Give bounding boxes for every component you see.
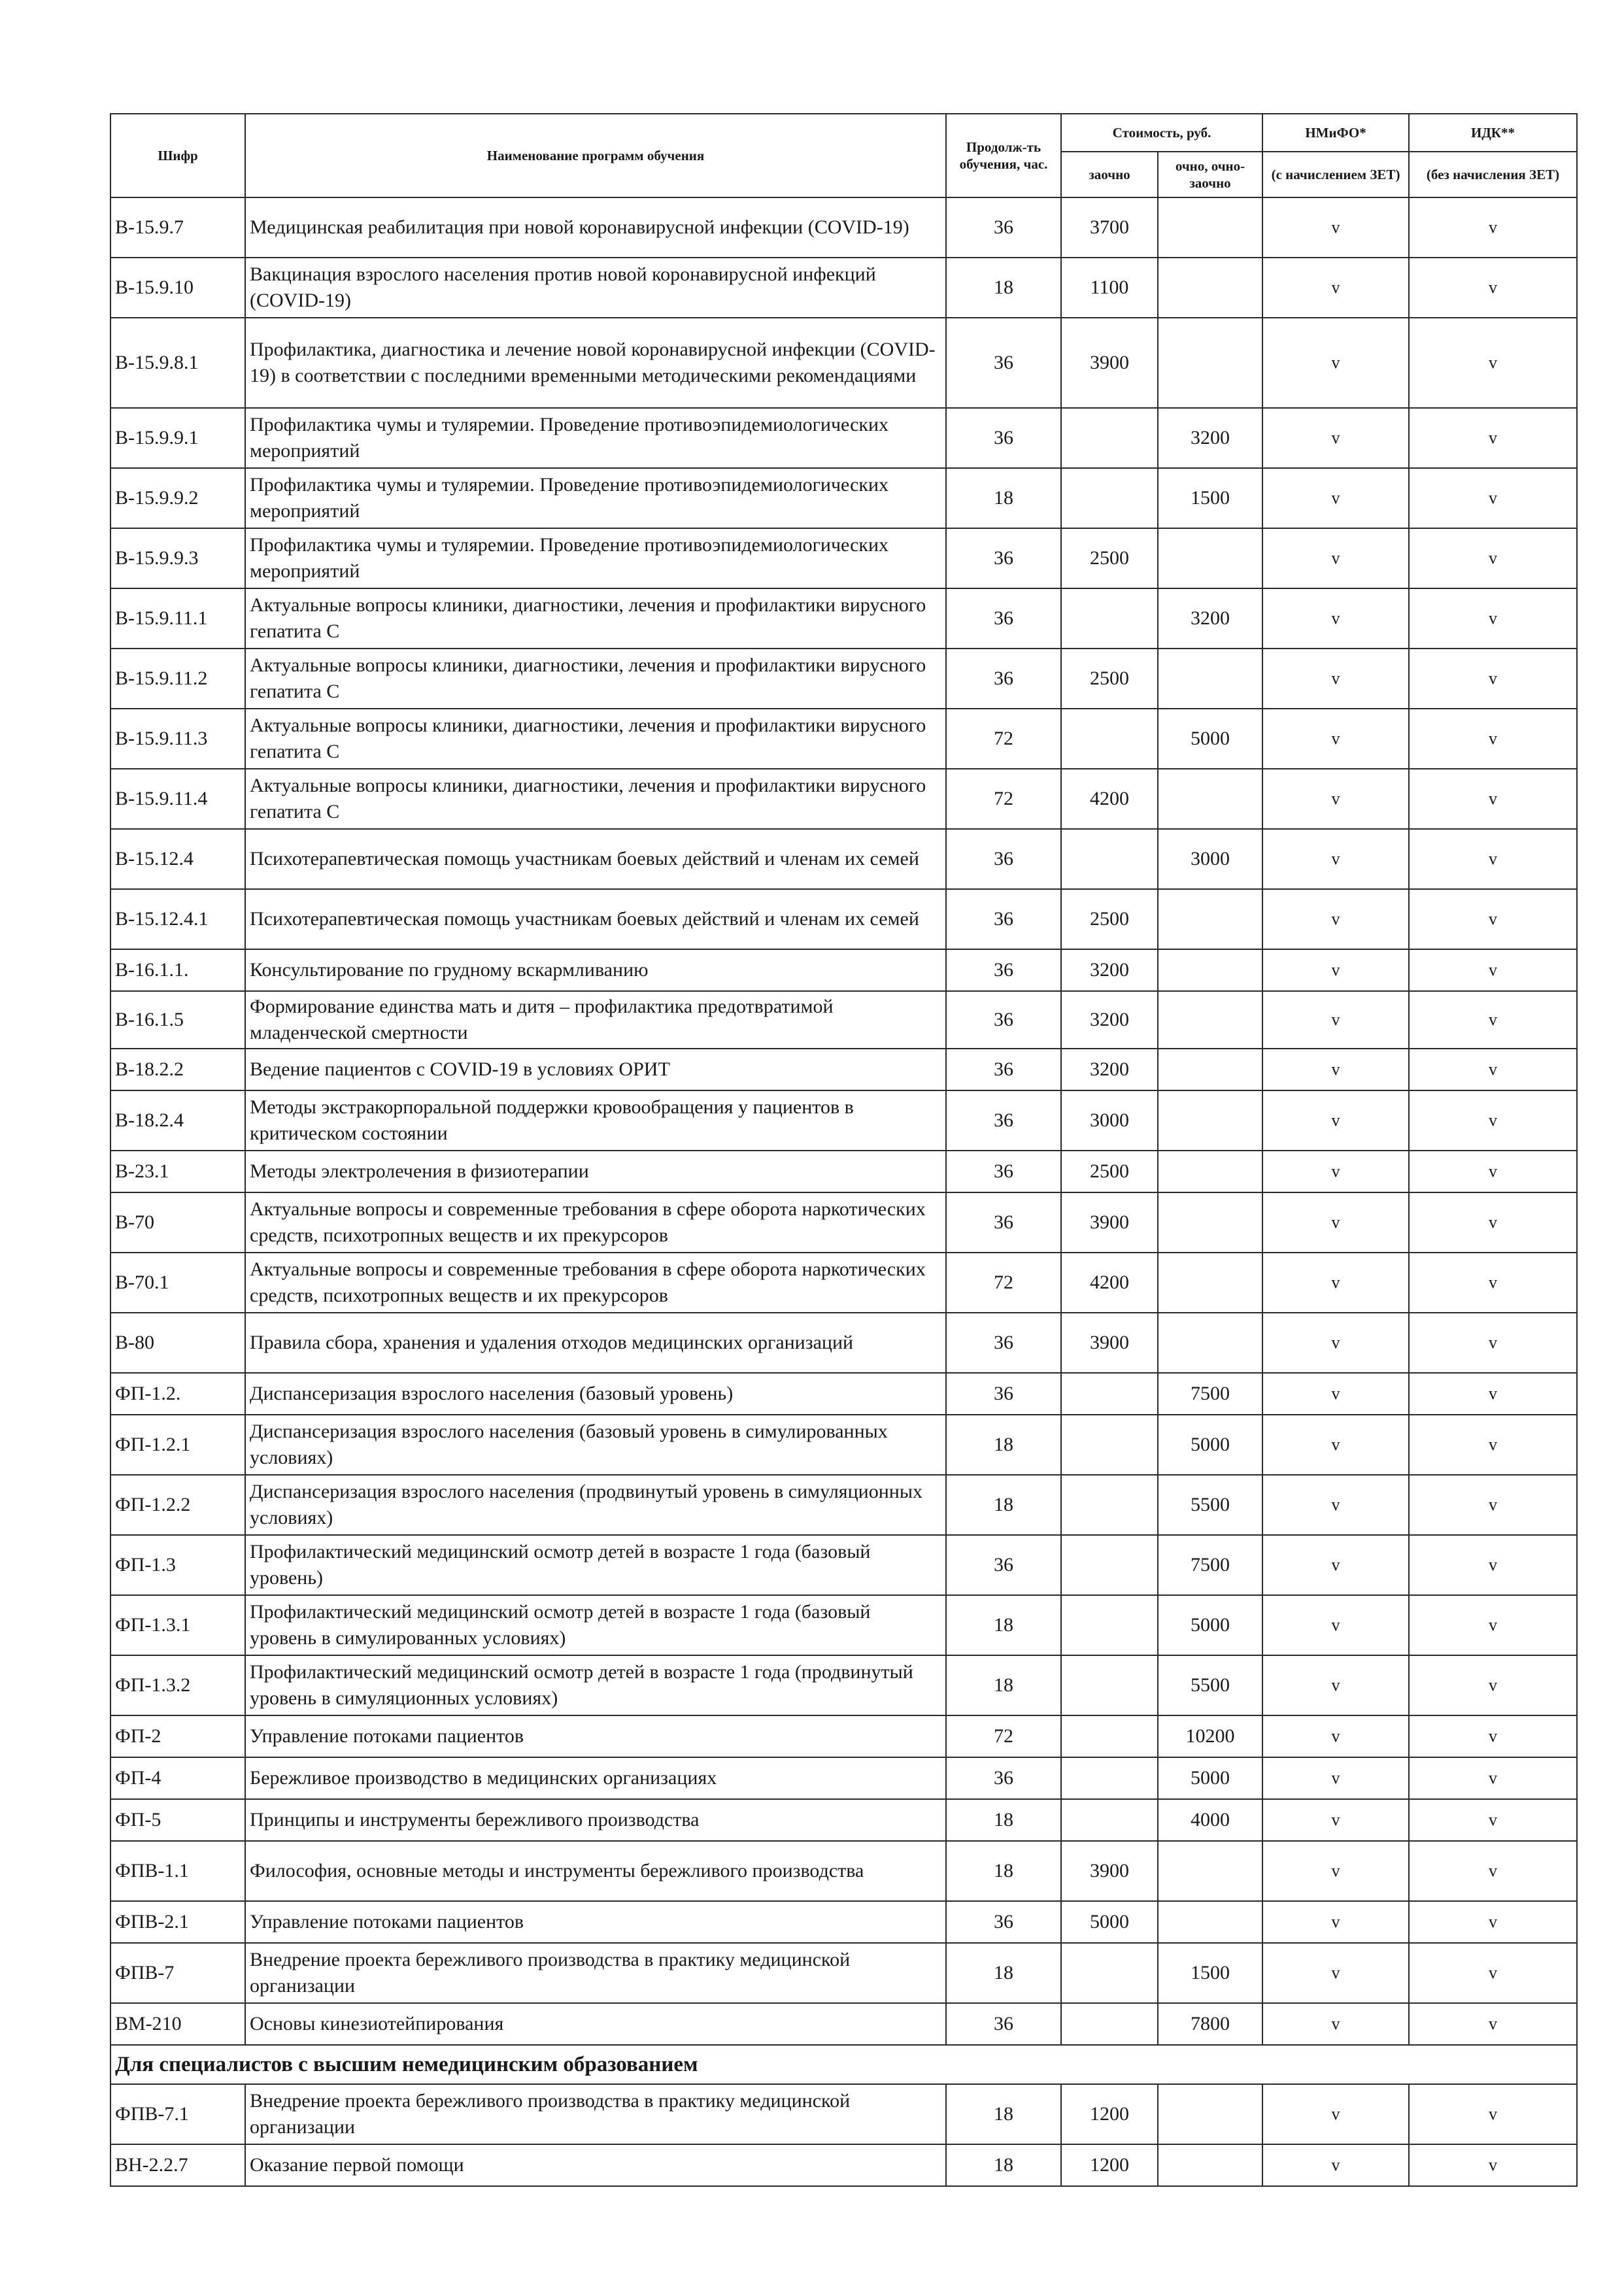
idk-check: v (1409, 1901, 1577, 1943)
program-name: Психотерапевтическая помощь участникам боевых действий и членам их семей (245, 829, 946, 889)
table-body-after-section (110, 2084, 1577, 2186)
program-code: В-15.9.11.3 (110, 709, 245, 769)
nmifo-check: v (1262, 1901, 1409, 1943)
cost-distance: 1200 (1061, 2144, 1158, 2186)
program-name: Профилактический медицинский осмотр детей в возрасте 1 года (базовый уровень в симулированных условиях) (245, 1595, 946, 1655)
idk-check: v (1409, 318, 1577, 408)
programs-table (110, 113, 1578, 2187)
program-hours: 36 (946, 949, 1061, 991)
nmifo-check: v (1262, 1090, 1409, 1151)
header-nmifo: НМиФО* (1262, 114, 1409, 152)
program-hours: 18 (946, 1595, 1061, 1655)
nmifo-check: v (1262, 468, 1409, 528)
table-row (110, 649, 1577, 709)
cost-distance (1061, 1595, 1158, 1655)
cost-distance: 1200 (1061, 2084, 1158, 2144)
idk-check: v (1409, 468, 1577, 528)
nmifo-check: v (1262, 1841, 1409, 1901)
cost-fulltime: 1500 (1158, 1943, 1262, 2003)
cost-fulltime: 7800 (1158, 2003, 1262, 2045)
program-hours: 36 (946, 1313, 1061, 1373)
program-hours: 36 (946, 991, 1061, 1049)
cost-fulltime (1158, 528, 1262, 588)
idk-check: v (1409, 588, 1577, 649)
program-hours: 36 (946, 408, 1061, 468)
program-code: В-15.12.4 (110, 829, 245, 889)
table-row (110, 197, 1577, 258)
cost-distance (1061, 709, 1158, 769)
cost-distance (1061, 1943, 1158, 2003)
table-row (110, 1192, 1577, 1253)
program-code: ФПВ-2.1 (110, 1901, 245, 1943)
nmifo-check: v (1262, 318, 1409, 408)
program-hours: 18 (946, 1799, 1061, 1841)
cost-distance: 3200 (1061, 1049, 1158, 1090)
cost-distance (1061, 1799, 1158, 1841)
cost-fulltime (1158, 1090, 1262, 1151)
program-code: ВМ-210 (110, 2003, 245, 2045)
program-hours: 36 (946, 829, 1061, 889)
program-code: В-15.9.10 (110, 258, 245, 318)
program-code: В-15.9.9.1 (110, 408, 245, 468)
program-hours: 36 (946, 197, 1061, 258)
table-row (110, 1535, 1577, 1595)
cost-fulltime: 10200 (1158, 1715, 1262, 1757)
cost-distance: 3200 (1061, 991, 1158, 1049)
cost-distance (1061, 1535, 1158, 1595)
program-hours: 18 (946, 468, 1061, 528)
header-cost: Стоимость, руб. (1061, 114, 1262, 152)
program-name: Правила сбора, хранения и удаления отходов медицинских организаций (245, 1313, 946, 1373)
program-code: ФП-1.2. (110, 1373, 245, 1415)
program-name: Диспансеризация взрослого населения (продвинутый уровень в симуляционных условиях) (245, 1475, 946, 1535)
cost-distance: 3900 (1061, 318, 1158, 408)
program-hours: 36 (946, 2003, 1061, 2045)
table-row (110, 468, 1577, 528)
program-name: Оказание первой помощи (245, 2144, 946, 2186)
program-code: В-15.9.11.1 (110, 588, 245, 649)
program-hours: 36 (946, 588, 1061, 649)
program-hours: 18 (946, 2084, 1061, 2144)
program-name: Медицинская реабилитация при новой коронавирусной инфекции (COVID-19) (245, 197, 946, 258)
cost-fulltime (1158, 889, 1262, 949)
cost-fulltime: 3200 (1158, 408, 1262, 468)
program-name: Диспансеризация взрослого населения (базовый уровень в симулированных условиях) (245, 1415, 946, 1475)
table-row (110, 1151, 1577, 1192)
idk-check: v (1409, 1595, 1577, 1655)
program-name: Внедрение проекта бережливого производства в практику медицинской организации (245, 1943, 946, 2003)
program-code: В-15.9.8.1 (110, 318, 245, 408)
program-hours: 36 (946, 1192, 1061, 1253)
program-name: Актуальные вопросы и современные требования в сфере оборота наркотических средств, психотропных веществ и их прекурсоров (245, 1192, 946, 1253)
program-hours: 36 (946, 528, 1061, 588)
idk-check: v (1409, 2084, 1577, 2144)
cost-fulltime: 5000 (1158, 709, 1262, 769)
program-hours: 36 (946, 889, 1061, 949)
program-name: Методы электролечения в физиотерапии (245, 1151, 946, 1192)
cost-distance: 4200 (1061, 769, 1158, 829)
idk-check: v (1409, 528, 1577, 588)
idk-check: v (1409, 1943, 1577, 2003)
cost-fulltime (1158, 1151, 1262, 1192)
program-hours: 36 (946, 1901, 1061, 1943)
cost-distance: 3900 (1061, 1313, 1158, 1373)
idk-check: v (1409, 1715, 1577, 1757)
idk-check: v (1409, 1655, 1577, 1715)
idk-check: v (1409, 1151, 1577, 1192)
table-row (110, 1373, 1577, 1415)
program-hours: 36 (946, 1049, 1061, 1090)
program-code: ФП-1.2.2 (110, 1475, 245, 1535)
program-code: ФП-4 (110, 1757, 245, 1799)
cost-distance: 3000 (1061, 1090, 1158, 1151)
cost-distance: 2500 (1061, 1151, 1158, 1192)
program-name: Актуальные вопросы и современные требования в сфере оборота наркотических средств, психотропных веществ и их прекурсоров (245, 1253, 946, 1313)
program-code: В-15.9.9.2 (110, 468, 245, 528)
program-hours: 18 (946, 2144, 1061, 2186)
cost-fulltime: 5500 (1158, 1475, 1262, 1535)
program-hours: 18 (946, 1475, 1061, 1535)
cost-distance (1061, 1715, 1158, 1757)
table-row (110, 1943, 1577, 2003)
table-row (110, 258, 1577, 318)
program-code: В-15.9.9.3 (110, 528, 245, 588)
cost-distance (1061, 1415, 1158, 1475)
nmifo-check: v (1262, 588, 1409, 649)
idk-check: v (1409, 2144, 1577, 2186)
program-code: ФПВ-7 (110, 1943, 245, 2003)
table-row (110, 2084, 1577, 2144)
nmifo-check: v (1262, 1151, 1409, 1192)
program-hours: 36 (946, 1151, 1061, 1192)
table-row (110, 1253, 1577, 1313)
program-code: В-70 (110, 1192, 245, 1253)
idk-check: v (1409, 889, 1577, 949)
cost-distance (1061, 1373, 1158, 1415)
table-row (110, 1655, 1577, 1715)
cost-distance: 5000 (1061, 1901, 1158, 1943)
table-row (110, 528, 1577, 588)
cost-fulltime (1158, 949, 1262, 991)
program-hours: 72 (946, 709, 1061, 769)
nmifo-check: v (1262, 829, 1409, 889)
cost-distance (1061, 2003, 1158, 2045)
table-row (110, 889, 1577, 949)
header-cost-distance: заочно (1061, 152, 1158, 197)
program-hours: 18 (946, 1841, 1061, 1901)
program-name: Актуальные вопросы клиники, диагностики, лечения и профилактики вирусного гепатита С (245, 649, 946, 709)
cost-distance: 3700 (1061, 197, 1158, 258)
cost-fulltime (1158, 318, 1262, 408)
table-row (110, 1475, 1577, 1535)
cost-distance (1061, 468, 1158, 528)
program-hours: 36 (946, 318, 1061, 408)
program-name: Бережливое производство в медицинских организациях (245, 1757, 946, 1799)
program-code: В-15.9.11.2 (110, 649, 245, 709)
nmifo-check: v (1262, 2084, 1409, 2144)
table-row (110, 1841, 1577, 1901)
table-row (110, 769, 1577, 829)
table-body (110, 197, 1577, 2045)
program-hours: 36 (946, 1373, 1061, 1415)
cost-distance (1061, 1757, 1158, 1799)
idk-check: v (1409, 1415, 1577, 1475)
idk-check: v (1409, 1757, 1577, 1799)
table-row (110, 408, 1577, 468)
cost-fulltime (1158, 769, 1262, 829)
program-hours: 72 (946, 1253, 1061, 1313)
nmifo-check: v (1262, 2144, 1409, 2186)
program-code: В-18.2.4 (110, 1090, 245, 1151)
program-code: В-70.1 (110, 1253, 245, 1313)
header-cost-fulltime: очно, очно-заочно (1158, 152, 1262, 197)
program-code: В-15.9.7 (110, 197, 245, 258)
program-name: Вакцинация взрослого населения против новой коронавирусной инфекций (COVID-19) (245, 258, 946, 318)
table-row (110, 2144, 1577, 2186)
header-nmifo-sub: (с начислением ЗЕТ) (1262, 152, 1409, 197)
nmifo-check: v (1262, 528, 1409, 588)
program-name: Актуальные вопросы клиники, диагностики, лечения и профилактики вирусного гепатита С (245, 709, 946, 769)
nmifo-check: v (1262, 949, 1409, 991)
nmifo-check: v (1262, 769, 1409, 829)
table-row (110, 1799, 1577, 1841)
idk-check: v (1409, 991, 1577, 1049)
idk-check: v (1409, 197, 1577, 258)
cost-fulltime (1158, 1049, 1262, 1090)
idk-check: v (1409, 1253, 1577, 1313)
program-code: ФП-1.3 (110, 1535, 245, 1595)
nmifo-check: v (1262, 408, 1409, 468)
cost-fulltime (1158, 1253, 1262, 1313)
table-row (110, 1757, 1577, 1799)
nmifo-check: v (1262, 1943, 1409, 2003)
idk-check: v (1409, 1475, 1577, 1535)
program-name: Профилактика чумы и туляремии. Проведение противоэпидемиологических мероприятий (245, 408, 946, 468)
table-row (110, 318, 1577, 408)
cost-distance (1061, 1655, 1158, 1715)
cost-fulltime (1158, 197, 1262, 258)
program-name: Профилактический медицинский осмотр детей в возрасте 1 года (базовый уровень) (245, 1535, 946, 1595)
nmifo-check: v (1262, 258, 1409, 318)
cost-fulltime (1158, 649, 1262, 709)
idk-check: v (1409, 1535, 1577, 1595)
cost-distance: 4200 (1061, 1253, 1158, 1313)
program-name: Методы экстракорпоральной поддержки кровообращения у пациентов в критическом состоянии (245, 1090, 946, 1151)
program-name: Основы кинезиотейпирования (245, 2003, 946, 2045)
program-code: ФП-1.3.2 (110, 1655, 245, 1715)
nmifo-check: v (1262, 2003, 1409, 2045)
cost-fulltime (1158, 2144, 1262, 2186)
program-code: В-16.1.5 (110, 991, 245, 1049)
nmifo-check: v (1262, 1415, 1409, 1475)
program-code: В-15.12.4.1 (110, 889, 245, 949)
cost-distance: 2500 (1061, 649, 1158, 709)
nmifo-check: v (1262, 1799, 1409, 1841)
program-hours: 18 (946, 1415, 1061, 1475)
idk-check: v (1409, 829, 1577, 889)
program-name: Консультирование по грудному вскармливанию (245, 949, 946, 991)
cost-distance (1061, 408, 1158, 468)
idk-check: v (1409, 1373, 1577, 1415)
nmifo-check: v (1262, 1595, 1409, 1655)
program-name: Профилактический медицинский осмотр детей в возрасте 1 года (продвинутый уровень в симуляционных условиях) (245, 1655, 946, 1715)
program-hours: 36 (946, 1757, 1061, 1799)
header-duration: Продолж-ть обучения, час. (946, 114, 1061, 197)
program-hours: 18 (946, 1655, 1061, 1715)
cost-fulltime: 5500 (1158, 1655, 1262, 1715)
program-name: Актуальные вопросы клиники, диагностики, лечения и профилактики вирусного гепатита С (245, 588, 946, 649)
header-code: Шифр (110, 114, 245, 197)
program-code: ФПВ-1.1 (110, 1841, 245, 1901)
program-hours: 18 (946, 258, 1061, 318)
idk-check: v (1409, 949, 1577, 991)
table-row (110, 588, 1577, 649)
program-name: Психотерапевтическая помощь участникам боевых действий и членам их семей (245, 889, 946, 949)
nmifo-check: v (1262, 1192, 1409, 1253)
cost-fulltime: 1500 (1158, 468, 1262, 528)
cost-fulltime: 4000 (1158, 1799, 1262, 1841)
nmifo-check: v (1262, 1757, 1409, 1799)
idk-check: v (1409, 1090, 1577, 1151)
program-name: Профилактика, диагностика и лечение новой коронавирусной инфекции (COVID-19) в соответствии с последними временными методическими рекомендациями (245, 318, 946, 408)
nmifo-check: v (1262, 1253, 1409, 1313)
table-row (110, 709, 1577, 769)
program-code: В-15.9.11.4 (110, 769, 245, 829)
idk-check: v (1409, 769, 1577, 829)
section-body (110, 2045, 1577, 2084)
idk-check: v (1409, 1192, 1577, 1253)
nmifo-check: v (1262, 1313, 1409, 1373)
table-row (110, 1090, 1577, 1151)
cost-distance: 2500 (1061, 889, 1158, 949)
section-title: Для специалистов с высшим немедицинским образованием (110, 2045, 1577, 2084)
program-name: Управление потоками пациентов (245, 1901, 946, 1943)
nmifo-check: v (1262, 991, 1409, 1049)
idk-check: v (1409, 258, 1577, 318)
program-code: ФП-2 (110, 1715, 245, 1757)
program-hours: 72 (946, 1715, 1061, 1757)
nmifo-check: v (1262, 1655, 1409, 1715)
table-header (110, 114, 1577, 197)
header-idk: ИДК** (1409, 114, 1577, 152)
program-hours: 72 (946, 769, 1061, 829)
idk-check: v (1409, 2003, 1577, 2045)
cost-fulltime: 7500 (1158, 1535, 1262, 1595)
cost-distance (1061, 588, 1158, 649)
nmifo-check: v (1262, 649, 1409, 709)
cost-fulltime: 5000 (1158, 1595, 1262, 1655)
nmifo-check: v (1262, 709, 1409, 769)
program-hours: 36 (946, 1090, 1061, 1151)
idk-check: v (1409, 709, 1577, 769)
cost-fulltime: 7500 (1158, 1373, 1262, 1415)
table-row (110, 1595, 1577, 1655)
nmifo-check: v (1262, 1715, 1409, 1757)
cost-fulltime: 5000 (1158, 1757, 1262, 1799)
program-name: Профилактика чумы и туляремии. Проведение противоэпидемиологических мероприятий (245, 528, 946, 588)
nmifo-check: v (1262, 1475, 1409, 1535)
program-hours: 36 (946, 1535, 1061, 1595)
program-name: Формирование единства мать и дитя – профилактика предотвратимой младенческой смертности (245, 991, 946, 1049)
table-row (110, 1715, 1577, 1757)
program-code: ФП-1.3.1 (110, 1595, 245, 1655)
idk-check: v (1409, 1049, 1577, 1090)
cost-fulltime (1158, 1192, 1262, 1253)
program-code: В-23.1 (110, 1151, 245, 1192)
header-idk-sub: (без начисления ЗЕТ) (1409, 152, 1577, 197)
cost-distance: 2500 (1061, 528, 1158, 588)
cost-fulltime (1158, 258, 1262, 318)
idk-check: v (1409, 1799, 1577, 1841)
nmifo-check: v (1262, 1373, 1409, 1415)
nmifo-check: v (1262, 197, 1409, 258)
table-row (110, 949, 1577, 991)
program-code: В-18.2.2 (110, 1049, 245, 1090)
cost-distance (1061, 829, 1158, 889)
program-code: ФП-1.2.1 (110, 1415, 245, 1475)
cost-distance (1061, 1475, 1158, 1535)
nmifo-check: v (1262, 1535, 1409, 1595)
cost-fulltime: 5000 (1158, 1415, 1262, 1475)
cost-distance: 1100 (1061, 258, 1158, 318)
table-row (110, 2003, 1577, 2045)
table-row (110, 1901, 1577, 1943)
cost-distance: 3900 (1061, 1192, 1158, 1253)
program-code: В-80 (110, 1313, 245, 1373)
table-row (110, 829, 1577, 889)
nmifo-check: v (1262, 889, 1409, 949)
program-name: Профилактика чумы и туляремии. Проведение противоэпидемиологических мероприятий (245, 468, 946, 528)
cost-fulltime (1158, 1901, 1262, 1943)
idk-check: v (1409, 408, 1577, 468)
program-code: В-16.1.1. (110, 949, 245, 991)
program-code: ФПВ-7.1 (110, 2084, 245, 2144)
program-code: ВН-2.2.7 (110, 2144, 245, 2186)
program-name: Принципы и инструменты бережливого производства (245, 1799, 946, 1841)
table-row (110, 991, 1577, 1049)
nmifo-check: v (1262, 1049, 1409, 1090)
cost-distance: 3200 (1061, 949, 1158, 991)
program-name: Философия, основные методы и инструменты бережливого производства (245, 1841, 946, 1901)
idk-check: v (1409, 1313, 1577, 1373)
cost-fulltime (1158, 991, 1262, 1049)
program-name: Диспансеризация взрослого населения (базовый уровень) (245, 1373, 946, 1415)
program-name: Ведение пациентов с COVID-19 в условиях ОРИТ (245, 1049, 946, 1090)
table-row (110, 1049, 1577, 1090)
idk-check: v (1409, 1841, 1577, 1901)
program-name: Актуальные вопросы клиники, диагностики, лечения и профилактики вирусного гепатита С (245, 769, 946, 829)
program-hours: 18 (946, 1943, 1061, 2003)
cost-distance: 3900 (1061, 1841, 1158, 1901)
program-name: Внедрение проекта бережливого производства в практику медицинской организации (245, 2084, 946, 2144)
table-row (110, 1313, 1577, 1373)
cost-fulltime (1158, 1313, 1262, 1373)
cost-fulltime: 3200 (1158, 588, 1262, 649)
cost-fulltime: 3000 (1158, 829, 1262, 889)
cost-fulltime (1158, 1841, 1262, 1901)
idk-check: v (1409, 649, 1577, 709)
program-name: Управление потоками пациентов (245, 1715, 946, 1757)
cost-fulltime (1158, 2084, 1262, 2144)
program-hours: 36 (946, 649, 1061, 709)
table-row (110, 1415, 1577, 1475)
program-code: ФП-5 (110, 1799, 245, 1841)
header-name: Наименование программ обучения (245, 114, 946, 197)
